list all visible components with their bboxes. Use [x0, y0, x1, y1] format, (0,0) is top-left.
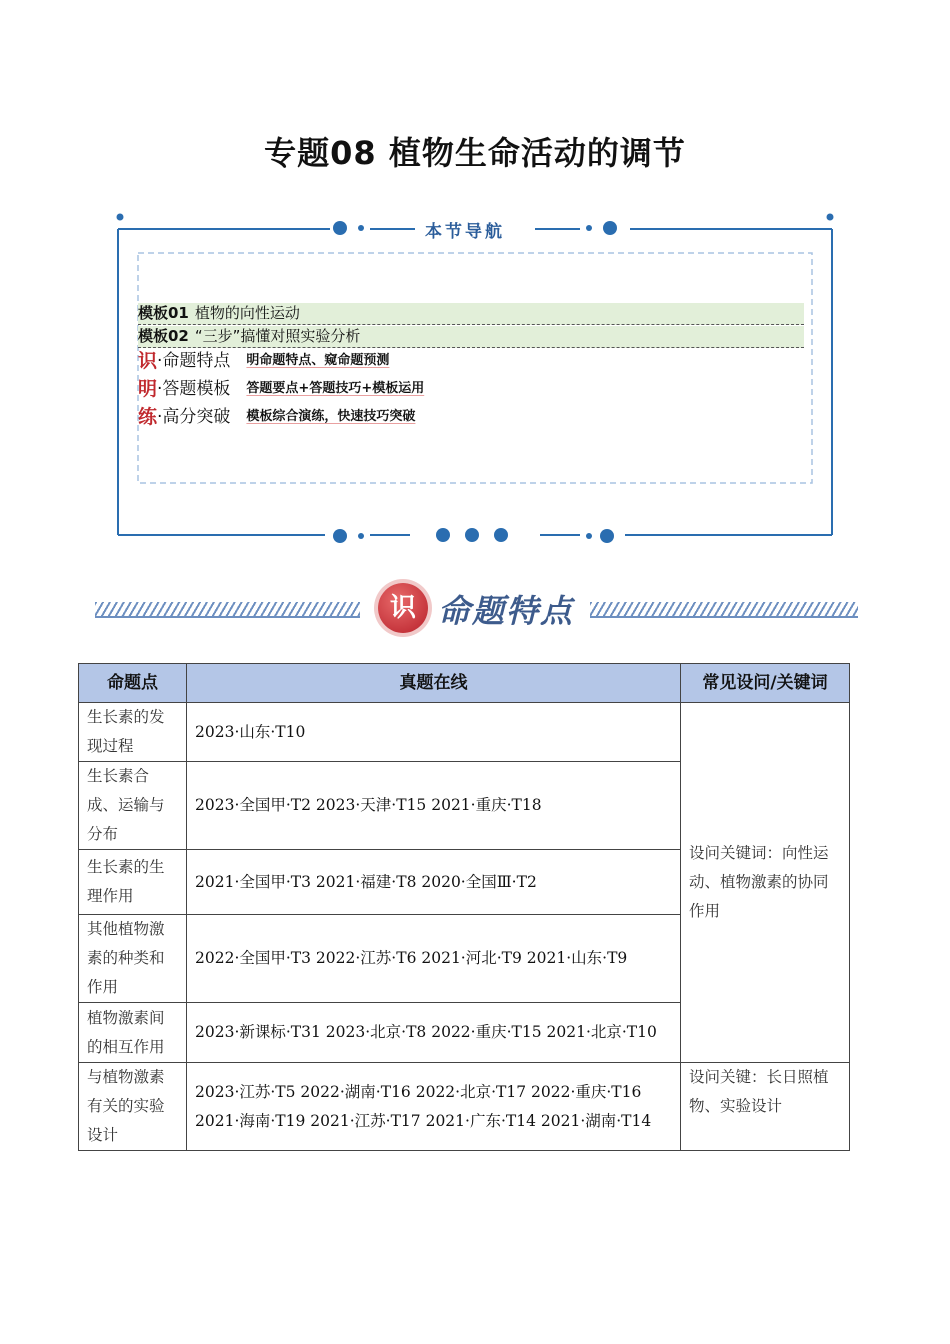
table-row	[79, 703, 850, 762]
exam-cell: 2023·山东·T10	[187, 703, 681, 762]
nav-char-icon: 识	[138, 350, 158, 372]
table-header-row	[79, 664, 850, 703]
nav-line-lian[interactable]	[138, 404, 415, 430]
template-item-01[interactable]	[138, 303, 804, 325]
column-header: 真题在线	[187, 664, 681, 703]
exam-cell: 2023·新课标·T31 2023·北京·T8 2022·重庆·T15 2021·北京·T10	[187, 1003, 681, 1063]
template-label: “三步”搞懂对照实验分析	[194, 327, 361, 345]
nav-line-label: ·命题特点	[157, 351, 231, 371]
topic-cell: 生长素的发现过程	[79, 703, 187, 762]
nav-line-label: ·高分突破	[157, 407, 231, 427]
nav-header: 本节导航	[425, 222, 505, 242]
hatch-decoration	[590, 602, 858, 618]
topic-cell: 植物激素间的相互作用	[79, 1003, 187, 1063]
column-header: 常见设问/关键词	[681, 664, 850, 703]
template-number: 模板01	[138, 304, 189, 322]
exam-cell: 2022·全国甲·T3 2022·江苏·T6 2021·河北·T9 2021·山东·T9	[187, 915, 681, 1003]
keyword-cell: 设问关键：长日照植物、实验设计	[681, 1063, 850, 1151]
nav-line-shi[interactable]	[138, 348, 389, 374]
nav-line-label: ·答题模板	[157, 379, 231, 399]
section-title: 命题特点	[438, 592, 575, 630]
nav-line-desc: 答题要点+答题技巧+模板运用	[246, 381, 425, 396]
keyword-cell: 设问关键词：向性运动、植物激素的协同作用	[681, 703, 850, 1063]
exam-cell: 2023·全国甲·T2 2023·天津·T15 2021·重庆·T18	[187, 762, 681, 850]
nav-char-icon: 练	[138, 406, 158, 428]
exam-cell: 2023·江苏·T5 2022·湖南·T16 2022·北京·T17 2022·重庆·T16 2021·海南·T19 2021·江苏·T17 2021·广东·T14 2021·湖南·T14	[187, 1063, 681, 1151]
exam-table	[78, 663, 850, 1151]
template-number: 模板02	[138, 327, 189, 345]
topic-cell: 生长素的生理作用	[79, 850, 187, 915]
topic-cell: 与植物激素有关的实验设计	[79, 1063, 187, 1151]
table-row	[79, 1063, 850, 1151]
section-badge-icon: 识	[378, 583, 428, 633]
nav-line-desc: 模板综合演练，快速技巧突破	[246, 409, 416, 424]
exam-cell: 2021·全国甲·T3 2021·福建·T8 2020·全国Ⅲ·T2	[187, 850, 681, 915]
nav-line-ming[interactable]	[138, 376, 424, 402]
nav-char-icon: 明	[138, 378, 158, 400]
column-header: 命题点	[79, 664, 187, 703]
topic-cell: 其他植物激素的种类和作用	[79, 915, 187, 1003]
page-title: 专题08 植物生命活动的调节	[264, 134, 686, 172]
section-heading	[0, 580, 950, 640]
topic-cell: 生长素合成、运输与分布	[79, 762, 187, 850]
template-item-02[interactable]	[138, 326, 804, 348]
template-label: 植物的向性运动	[194, 304, 300, 322]
nav-line-desc: 明命题特点、窥命题预测	[246, 353, 390, 368]
hatch-decoration	[95, 602, 360, 618]
